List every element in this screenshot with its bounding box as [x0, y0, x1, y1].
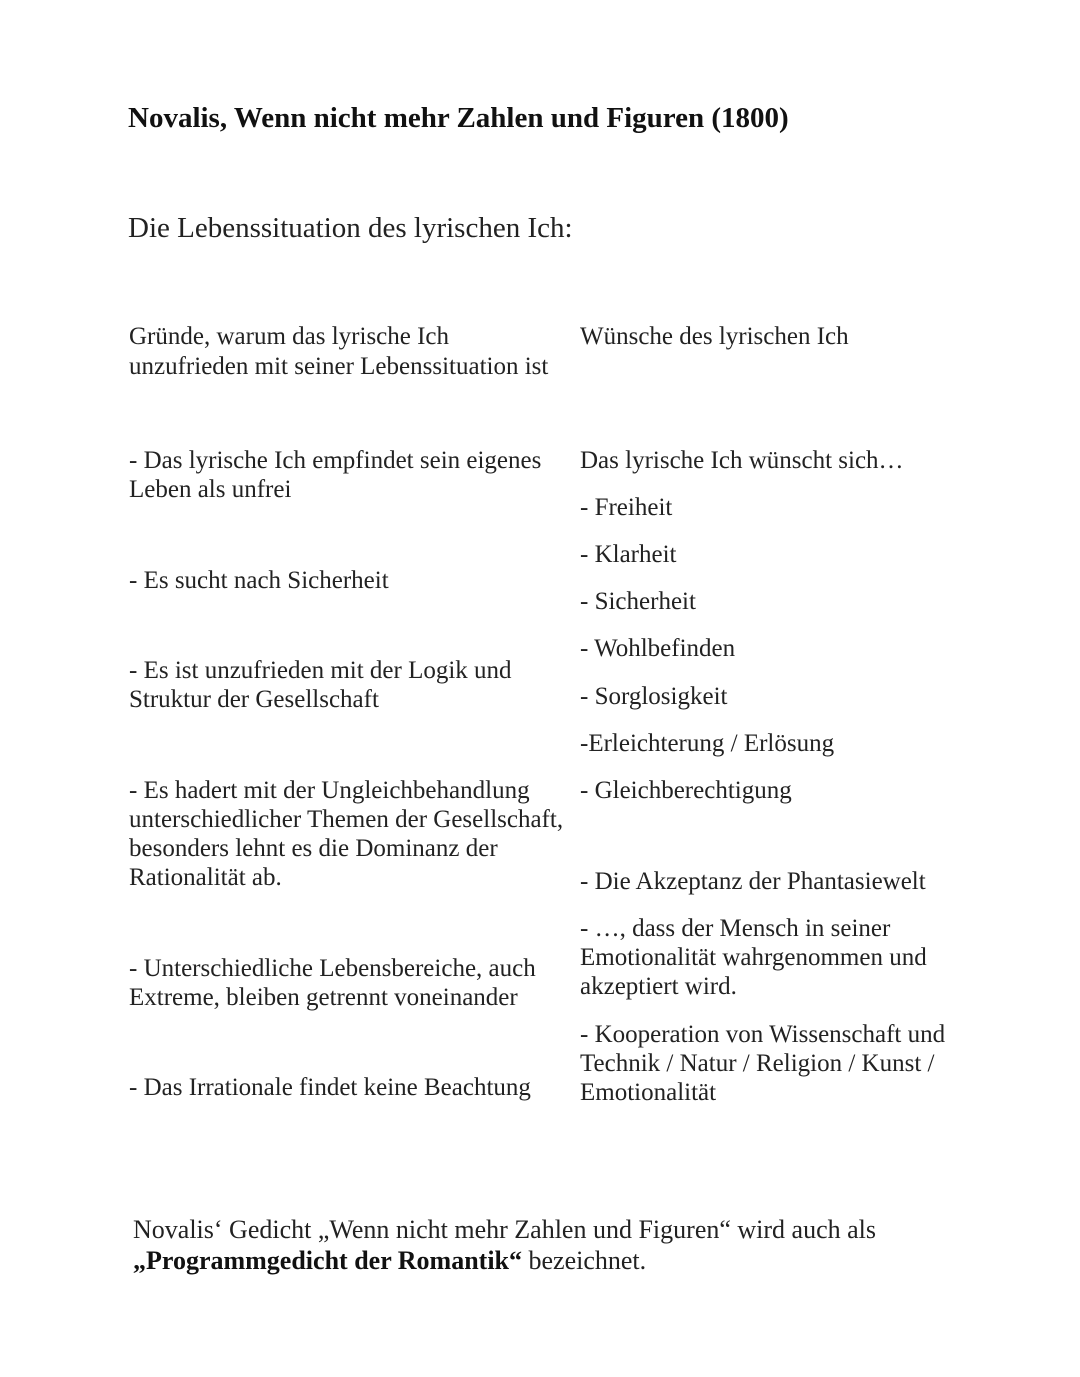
document-title: Novalis, Wenn nicht mehr Zahlen und Figuren (1800): [128, 102, 789, 134]
reason-item-3: - Es ist unzufrieden mit der Logik und Struktur der Gesellschaft: [129, 657, 512, 713]
wish-item-6: -Erleichterung / Erlösung: [580, 730, 835, 757]
wish-item-3: - Sicherheit: [580, 588, 696, 615]
wish-item-2: - Klarheit: [580, 541, 677, 568]
reason-item-4: - Es hadert mit der Ungleichbehandlung unterschiedlicher Themen der Gesellschaft, besonders lehnt es die Dominanz der Rationalität ab.: [129, 777, 564, 891]
wish-item-4: - Wohlbefinden: [580, 635, 736, 662]
wish-item-8: - Die Akzeptanz der Phantasiewelt: [580, 868, 926, 895]
reason-item-6: - Das Irrationale findet keine Beachtung: [129, 1074, 531, 1101]
reason-item-2: - Es sucht nach Sicherheit: [129, 567, 389, 594]
wish-item-7: - Gleichberechtigung: [580, 777, 792, 804]
wish-item-9: - …, dass der Mensch in seiner Emotionalität wahrgenommen und akzeptiert wird.: [580, 915, 927, 1000]
right-column-heading: Wünsche des lyrischen Ich: [580, 323, 849, 350]
section-subtitle: Die Lebenssituation des lyrischen Ich:: [128, 212, 573, 244]
wish-item-1: - Freiheit: [580, 494, 673, 521]
reason-item-1: - Das lyrische Ich empfindet sein eigenes Leben als unfrei: [129, 447, 542, 503]
footer-bold-phrase: „Programmgedicht der Romantik“: [133, 1246, 522, 1275]
reason-item-5: - Unterschiedliche Lebensbereiche, auch Extreme, bleiben getrennt voneinander: [129, 955, 536, 1011]
left-column-heading: Gründe, warum das lyrische Ich unzufrieden mit seiner Lebenssituation ist: [129, 323, 549, 380]
wish-item-10: - Kooperation von Wissenschaft und Technik / Natur / Religion / Kunst / Emotionalität: [580, 1021, 946, 1106]
footer-note: Novalis‘ Gedicht „Wenn nicht mehr Zahlen und Figuren“ wird auch als „Programmgedicht der Romantik“ bezeichnet.: [133, 1215, 877, 1275]
wish-item-5: - Sorglosigkeit: [580, 683, 728, 710]
wishes-intro: Das lyrische Ich wünscht sich…: [580, 447, 904, 474]
